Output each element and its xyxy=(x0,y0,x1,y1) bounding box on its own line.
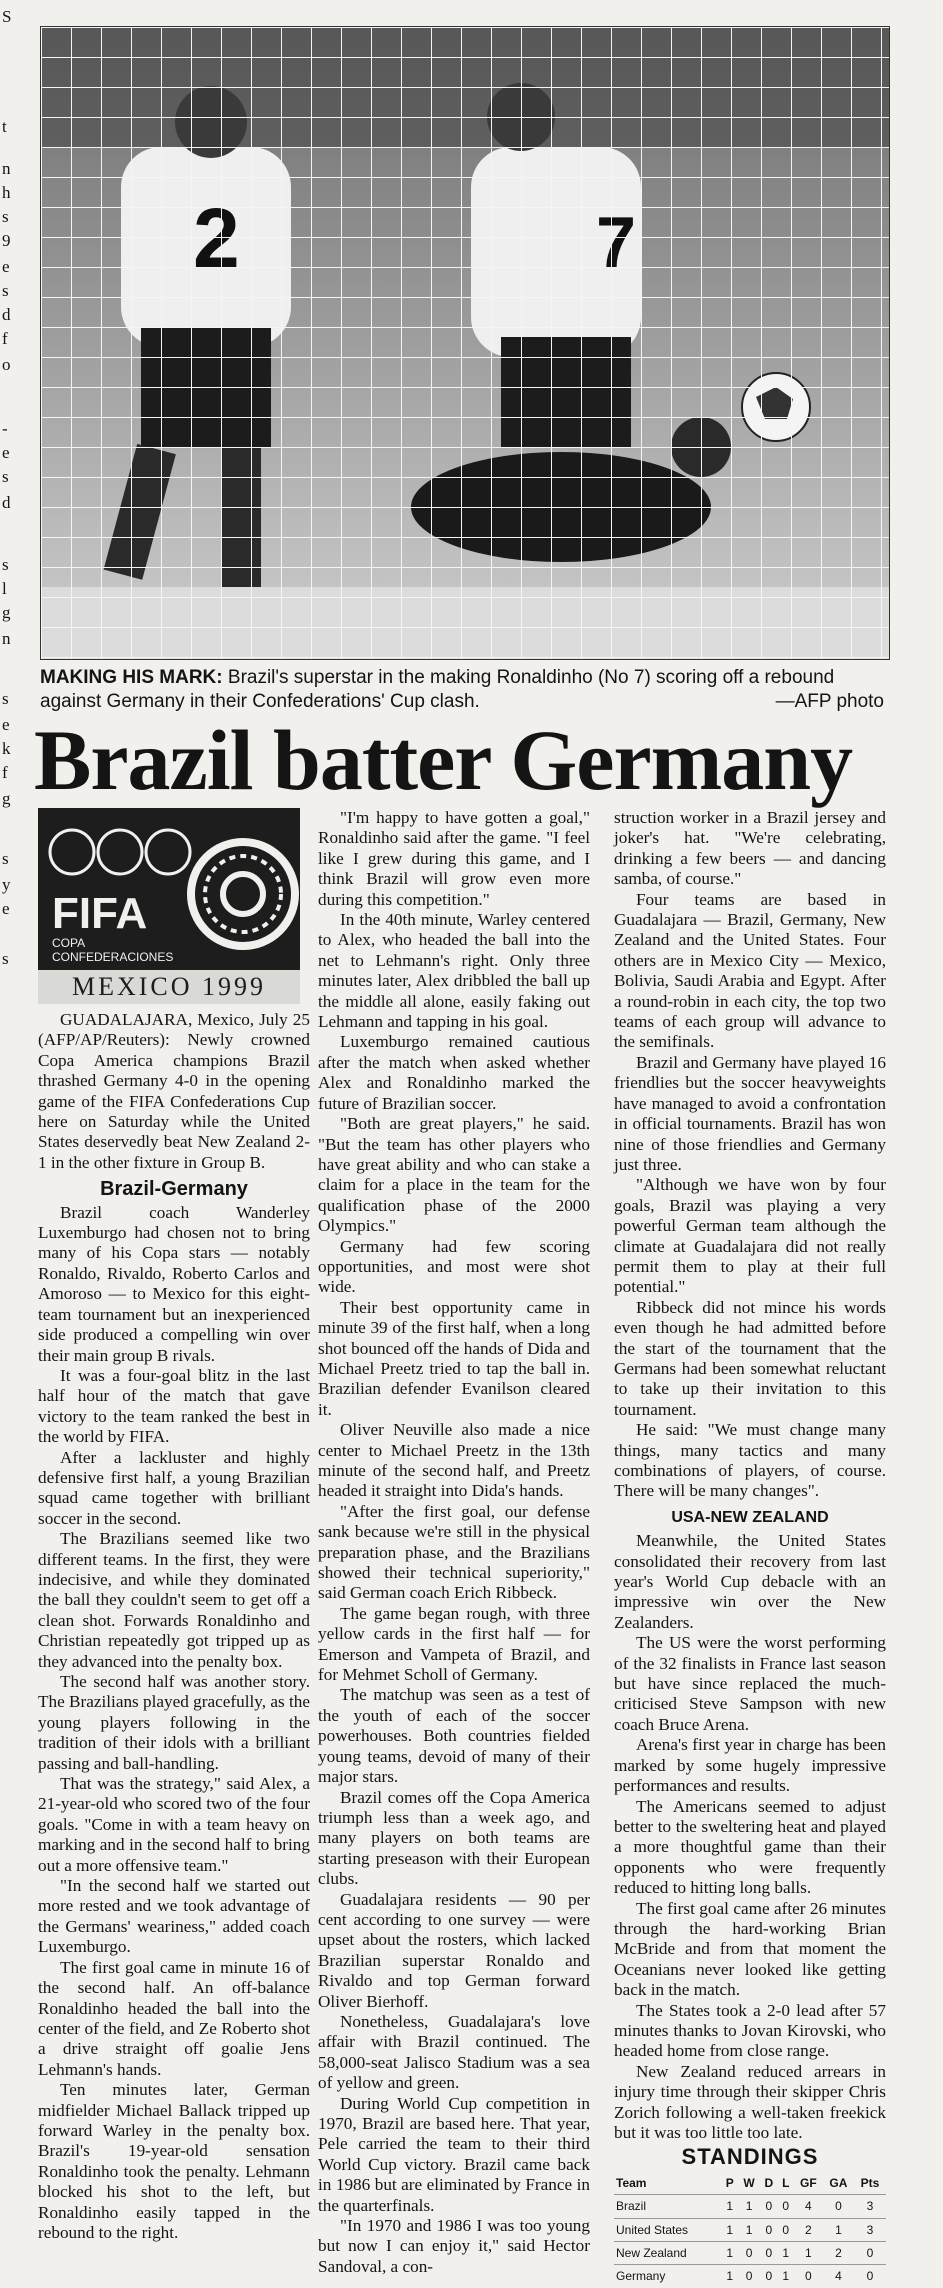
subhead-brazil-germany: Brazil-Germany xyxy=(100,1178,248,1201)
stat-cell: 0 xyxy=(778,2195,794,2218)
edge-letter: f xyxy=(2,763,8,782)
edge-letter: s xyxy=(2,467,9,486)
paragraph: The US were the worst performing of the 32 finalists in France last season but have since replaced the much-criticised Steve Sampson with new coach Bruce Arena. xyxy=(614,1633,886,1734)
team-cell: United States xyxy=(614,2218,721,2241)
match-photo xyxy=(40,26,890,660)
article-column-1 xyxy=(38,808,310,2243)
paragraph: He said: "We must change many things, many tactics and many combinations of players, of course. There will be many changes". xyxy=(614,1420,886,1501)
logo-subtitle xyxy=(52,936,173,964)
paragraph: struction worker in a Brazil jersey and joker's hat. "We're celebrating, drinking a few beers — and dancing samba, of course." xyxy=(614,808,886,889)
header-cell: GF xyxy=(799,2175,817,2190)
logo-line-1: COPA xyxy=(52,936,86,950)
header-cell: D xyxy=(764,2175,774,2190)
paragraph: Brazil comes off the Copa America triumph less than a week ago, and many players on both teams are starting preseason with their European clubs. xyxy=(318,1787,590,1889)
stat-cell: 3 xyxy=(854,2218,886,2241)
paragraph: "Although we have won by four goals, Brazil was playing a very powerful German team although the climate at Guadalajara did not really permit them to play at their full potential." xyxy=(614,1175,886,1297)
header-cell: W xyxy=(743,2175,755,2190)
paragraph: Their best opportunity came in minute 39 of the first half, when a long shot bounced off the hands of Dida and Michael Preetz tried to tap the ball in. Brazilian defender Evanilson cleared it. xyxy=(318,1297,590,1419)
stat-cell: 2 xyxy=(823,2242,854,2265)
edge-letter: d xyxy=(2,493,11,512)
paragraph: The matchup was seen as a test of the youth of each of the soccer powerhouses. Both countries fielded young teams, devoid of many of their major stars. xyxy=(318,1685,590,1787)
paragraph: "I'm happy to have gotten a goal," Ronaldinho said after the game. "I feel like I grew during this game, and I think Brazil will grow even more during this competition." xyxy=(318,808,590,909)
paragraph: "In 1970 and 1986 I was too young but now I can enjoy it," said Hector Sandoval, a con- xyxy=(318,2216,590,2276)
paragraph: New Zealand reduced arrears in injury time through their skipper Chris Zorich following a well-taken freekick but it was too little too late. xyxy=(614,2061,886,2142)
stat-cell: 0 xyxy=(738,2265,760,2288)
paragraph: The second half was another story. The Brazilians played gracefully, as the young players following in the tradition of their idols with a brilliant passing and ball-handling. xyxy=(38,1672,310,1773)
paragraph: Ribbeck did not mince his words even though he had admitted before the start of the tournament that the Germans had been somewhat reluctant to take up their invitation to this tournament. xyxy=(614,1297,886,1419)
header-cell: P xyxy=(725,2175,734,2190)
stat-cell: 1 xyxy=(738,2195,760,2218)
paragraph: Germany had few scoring opportunities, and most were shot wide. xyxy=(318,1236,590,1297)
paragraph: Arena's first year in charge has been marked by some hugely impressive performances and results. xyxy=(614,1735,886,1796)
paragraph: "Both are great players," he said. "But the team has other players who have great ability and who can stake a claim for a place in the team for the qualification phase of the 2000 Olympics." xyxy=(318,1114,590,1236)
paragraph: Nonetheless, Guadalajara's love affair with Brazil continued. The 58,000-seat Jalisco Stadium was a sea of yellow and green. xyxy=(318,2011,590,2093)
header-cell: Team xyxy=(616,2175,647,2190)
header-cell: GA xyxy=(829,2175,848,2190)
stat-cell: 0 xyxy=(760,2265,778,2288)
edge-letter: e xyxy=(2,899,10,918)
paragraph: Oliver Neuville also made a nice center to Michael Preetz in the 13th minute of the second half, and Preetz headed it straight into Dida's hands. xyxy=(318,1420,590,1501)
stat-cell: 0 xyxy=(823,2195,854,2218)
paragraph: Meanwhile, the United States consolidated their recovery from last year's World Cup debacle with an impressive win over the New Zealanders. xyxy=(614,1531,886,1632)
table-row xyxy=(614,2265,886,2288)
tournament-logo xyxy=(38,808,300,1004)
stat-cell: 0 xyxy=(760,2242,778,2265)
stat-cell: 0 xyxy=(760,2218,778,2241)
stat-cell: 1 xyxy=(794,2242,823,2265)
stat-cell: 3 xyxy=(854,2195,886,2218)
photo-caption xyxy=(40,666,888,714)
header-cell: Pts xyxy=(860,2175,880,2190)
paragraph: The first goal came after 26 minutes through the hard-working Brian McBride and from that moment the Oceanians never looked like getting back in the match. xyxy=(614,1898,886,2000)
stat-cell: 2 xyxy=(794,2218,823,2241)
edge-letter: s xyxy=(2,849,9,868)
paragraph: Brazil coach Wanderley Luxemburgo had chosen not to bring many of his Copa stars — notably Ronaldo, Rivaldo, Roberto Carlos and Amoroso — to Mexico for this eight-team tournament but an inexperienced side produced a compelling win over their main group B rivals. xyxy=(38,1202,310,1365)
team-cell: New Zealand xyxy=(614,2242,721,2265)
table-row xyxy=(614,2242,886,2265)
edge-letter: d xyxy=(2,305,11,324)
logo-banner: MEXICO 1999 xyxy=(38,970,300,1004)
paragraph: The game began rough, with three yellow cards in the first half — for Emerson and Vampeta of Brazil, and for Mehmet Scholl of Germany. xyxy=(318,1603,590,1685)
standings-title: STANDINGS xyxy=(681,2144,819,2170)
caption-lead: MAKING HIS MARK: xyxy=(40,667,223,688)
edge-letter: n xyxy=(2,159,11,178)
paragraph: Luxemburgo remained cautious after the match when asked whether Alex and Ronaldinho marked the future of Brazilian soccer. xyxy=(318,1032,590,1113)
stat-cell: 1 xyxy=(721,2265,738,2288)
headline: Brazil batter Germany xyxy=(34,712,853,808)
stat-cell: 0 xyxy=(854,2242,886,2265)
team-cell: Germany xyxy=(614,2265,721,2288)
edge-letter: S xyxy=(2,7,12,26)
paragraph: "In the second half we started out more rested and we took advantage of the Germans' weariness," added coach Luxemburgo. xyxy=(38,1876,310,1957)
stat-cell: 0 xyxy=(738,2242,760,2265)
article-column-2 xyxy=(318,808,590,2277)
stat-cell: 0 xyxy=(854,2265,886,2288)
standings-header-row xyxy=(614,2172,886,2195)
stat-cell: 1 xyxy=(721,2242,738,2265)
stat-cell: 1 xyxy=(778,2242,794,2265)
standings-table xyxy=(614,2172,886,2288)
edge-letter: e xyxy=(2,257,10,276)
stat-cell: 1 xyxy=(721,2195,738,2218)
logo-line-2: CONFEDERACIONES xyxy=(52,950,174,964)
edge-letter: s xyxy=(2,281,9,300)
edge-letter: l xyxy=(2,579,7,598)
fifa-logo-text: FIFA xyxy=(52,889,148,938)
edge-letter: - xyxy=(2,419,8,438)
edge-letter: o xyxy=(2,355,11,374)
edge-letter: n xyxy=(2,629,11,648)
edge-letter: y xyxy=(2,875,11,894)
paragraph: The first goal came in minute 16 of the second half. An off-balance Ronaldinho headed the ball into the center of the field, and Ze Roberto shot a drive straight off goalie Jens Lehmann's hands. xyxy=(38,1957,310,2079)
paragraph: In the 40th minute, Warley centered to Alex, who headed the ball into the net to Lehmann's right. Only three minutes later, Alex dribbled the ball up the middle all alone, easily faking out Lehmann and tapping in his goal. xyxy=(318,910,590,1032)
edge-letter: 9 xyxy=(2,231,11,250)
edge-letter: e xyxy=(2,443,10,462)
paragraph: "After the first goal, our defense sank because we're still in the physical preparation phase, and the Brazilians showed their technical superiority," said German coach Erich Ribbeck. xyxy=(318,1501,590,1603)
adjacent-column-remnant xyxy=(0,0,30,1010)
table-row xyxy=(614,2218,886,2241)
stat-cell: 4 xyxy=(823,2265,854,2288)
paragraph: After a lackluster and highly defensive first half, a young Brazilian squad came together with brilliant soccer in the second. xyxy=(38,1447,310,1528)
edge-letter: s xyxy=(2,949,9,968)
edge-letter: k xyxy=(2,739,11,758)
edge-letter: t xyxy=(2,117,7,136)
edge-letter: e xyxy=(2,715,10,734)
team-cell: Brazil xyxy=(614,2195,721,2218)
match-photo-illustration xyxy=(41,27,889,659)
edge-letter: f xyxy=(2,329,8,348)
paragraph: The Brazilians seemed like two different teams. In the first, they were indecisive, and while they dominated the ball they couldn't seem to get off a clean shot. Forwards Ronaldinho and Christian repeatedly got tripped up as they advanced into the penalty box. xyxy=(38,1529,310,1671)
stat-cell: 0 xyxy=(760,2195,778,2218)
edge-letter: s xyxy=(2,555,9,574)
paragraph: Brazil and Germany have played 16 friendlies but the soccer heavyweights have managed to avoid a confrontation in official tournaments. Brazil has won nine of those friendlies and Germany just three. xyxy=(614,1052,886,1174)
header-cell: L xyxy=(782,2175,790,2190)
stat-cell: 0 xyxy=(794,2265,823,2288)
paragraph: The Americans seemed to adjust better to the sweltering heat and played a more thoughtful game than their opponents who were frequently reduced to hitting long balls. xyxy=(614,1796,886,1898)
edge-letter: s xyxy=(2,207,9,226)
subhead-usa-new-zealand: USA-NEW ZEALAND xyxy=(671,1508,829,1526)
stat-cell: 1 xyxy=(738,2218,760,2241)
paragraph: Ten minutes later, German midfielder Michael Ballack tripped up forward Warley in the penalty box. Brazil's 19-year-old sensation Ronaldinho took the penalty. Lehmann blocked his shot to the left, but Ronaldinho easily tapped in the rebound to the right. xyxy=(38,2080,310,2242)
table-row xyxy=(614,2195,886,2218)
stat-cell: 0 xyxy=(778,2218,794,2241)
paragraph: GUADALAJARA, Mexico, July 25 (AFP/AP/Reuters): Newly crowned Copa America champions Brazil thrashed Germany 4-0 in the opening game of the FIFA Confederations Cup here on Saturday while the United States deservedly beat New Zealand 2-1 in the other fixture in Group B. xyxy=(38,1010,310,1172)
edge-letter: g xyxy=(2,789,11,808)
stat-cell: 4 xyxy=(794,2195,823,2218)
edge-letter: h xyxy=(2,183,11,202)
paragraph: Guadalajara residents — 90 per cent according to one survey — were upset about the rosters, which lacked Brazilian superstar Ronaldo and Rivaldo and top German forward Oliver Bierhoff. xyxy=(318,1889,590,2011)
stat-cell: 1 xyxy=(721,2218,738,2241)
caption-text: Brazil's superstar in the making Ronaldinho (No 7) scoring off a rebound against Germany in their Confederations' Cup clash. xyxy=(40,667,835,712)
photo-credit: —AFP photo xyxy=(775,691,884,712)
stat-cell: 1 xyxy=(823,2218,854,2241)
article-column-3 xyxy=(614,808,886,2288)
edge-letter: g xyxy=(2,603,11,622)
paragraph: That was the strategy," said Alex, a 21-year-old who scored two of the four goals. "Come in with a team heavy on marking and in the second half to bring out a more offensive team." xyxy=(38,1774,310,1875)
stat-cell: 1 xyxy=(778,2265,794,2288)
paragraph: Four teams are based in Guadalajara — Brazil, Germany, New Zealand and the United States. Four others are in Mexico City — Mexico, Bolivia, Saudi Arabia and Egypt. After a round-robin in each city, the top two teams of each group will advance to the semifinals. xyxy=(614,889,886,1052)
edge-letter: s xyxy=(2,689,9,708)
paragraph: It was a four-goal blitz in the last half hour of the match that gave victory to the team ranked the best in the world by FIFA. xyxy=(38,1365,310,1447)
paragraph: During World Cup competition in 1970, Brazil are based here. That year, Pele carried the team to their third World Cup victory. Brazil came back in 1986 but are eliminated by France in the quarterfinals. xyxy=(318,2093,590,2215)
paragraph: The States took a 2-0 lead after 57 minutes thanks to Jovan Kirovski, who headed home from close range. xyxy=(614,2000,886,2061)
